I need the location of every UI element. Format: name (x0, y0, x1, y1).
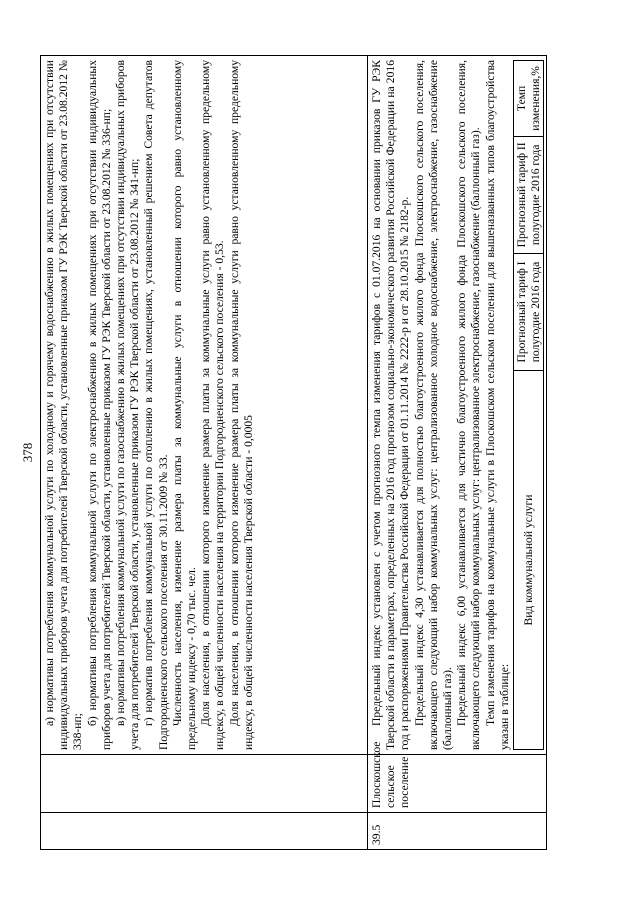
tariff-table-header: Прогнозный тариф II полугодие 2016 года (514, 136, 544, 253)
content-table (40, 55, 547, 850)
paragraph: а) нормативы потребления коммунальной услуги по холодному и горячему водоснабжению в жилых помещениях при отсутствии индивидуальных приборов учета для потребителей Тверской области, установленные приказом ГУ РЭК Тверской области от 23.08.2012 № 338-нп; (43, 60, 85, 750)
description-cell (368, 56, 547, 755)
tariff-table (513, 60, 544, 750)
paragraph: Доля населения, в отношении которого изменение размера платы за коммунальные услуги равно установленному предельному индексу, в общей численности населения на территории Подгородненского сельского поселения - 0,53. (199, 60, 227, 750)
settlement-name-cell (41, 755, 368, 813)
row-number-cell (41, 813, 368, 850)
paragraph: б) нормативы потребления коммунальной услуги по электроснабжению в жилых помещениях при отсутствии индивидуальных приборов учета для потребителей Тверской области, установленные приказом ГУ РЭК Тверской области от 23.08.2012 № 336-нп; (85, 60, 113, 750)
paragraph: Предельный индекс 6,00 устанавливается для частично благоустроенного жилого фонда Плоскошского сельского поселения, включающего следующий набор коммунальных услуг: централизованное электроснабжение, газоснабжение (баллонный газ). (455, 60, 483, 750)
paragraph: в) нормативы потребления коммунальной услуги по газоснабжению в жилых помещениях при отсутствии индивидуальных приборов учета для потребителей Тверской области, установленные приказом ГУ РЭК Тверской области от 23.08.2012 № 341-нп; (114, 60, 142, 750)
tariff-table-header-row (514, 61, 544, 750)
tariff-table-header: Прогнозный тариф I полугодие 2016 года (514, 253, 544, 370)
settlement-name-cell: Плоскошское сельское поселение (368, 755, 547, 813)
tariff-table-header: Темп изменения,% (514, 61, 544, 137)
table-row (41, 56, 368, 850)
paragraph: г) норматив потребления коммунальной услуги по отоплению в жилых помещениях, установленный решением Совета депутатов Подгородненского сельского поселения от 30.11.2009 № 33. (142, 60, 170, 750)
paragraph: Доля населения, в отношении которого изменение размера платы за коммунальные услуги равно установленному предельному индексу, в общей численности населения Тверской области - 0,0005 (227, 60, 255, 750)
description-cell (41, 56, 368, 755)
paragraph: Темп изменения тарифов на коммунальные услуги в Плоскошском сельском поселении для вышеназванных типов благоустройства указан в таблице: (483, 60, 511, 750)
row-number-cell: 39.5 (368, 813, 547, 850)
paragraph: Предельный индекс 4,30 устанавливается для полностью благоустроенного жилого фонда Плоскошского сельского поселения, включающего следующий набор коммунальных услуг: централизованное холодное водоснабжение, электроснабжение, газоснабжение (баллонный газ). (412, 60, 455, 750)
paragraph: Предельный индекс установлен с учетом прогнозного темпа изменения тарифов с 01.07.2016 на основании приказов ГУ РЭК Тверской области в параметрах, определенных на 2016 год прогнозом социально-экономического развития Российской Федерации на 2016 год и распоряжениями Правительства Российской Федерации от 01.11.2014 № 2222-р и от 28.10.2015 № 2182-р. (370, 60, 412, 750)
table-row (368, 56, 547, 850)
paragraph: Численность населения, изменение размера платы за коммунальные услуги в отношении которого равно установленному предельному индексу - 0,70 тыс. чел. (170, 60, 199, 750)
tariff-table-header: Вид коммунальной услуги (514, 371, 544, 750)
page-number: 378 (20, 442, 35, 463)
